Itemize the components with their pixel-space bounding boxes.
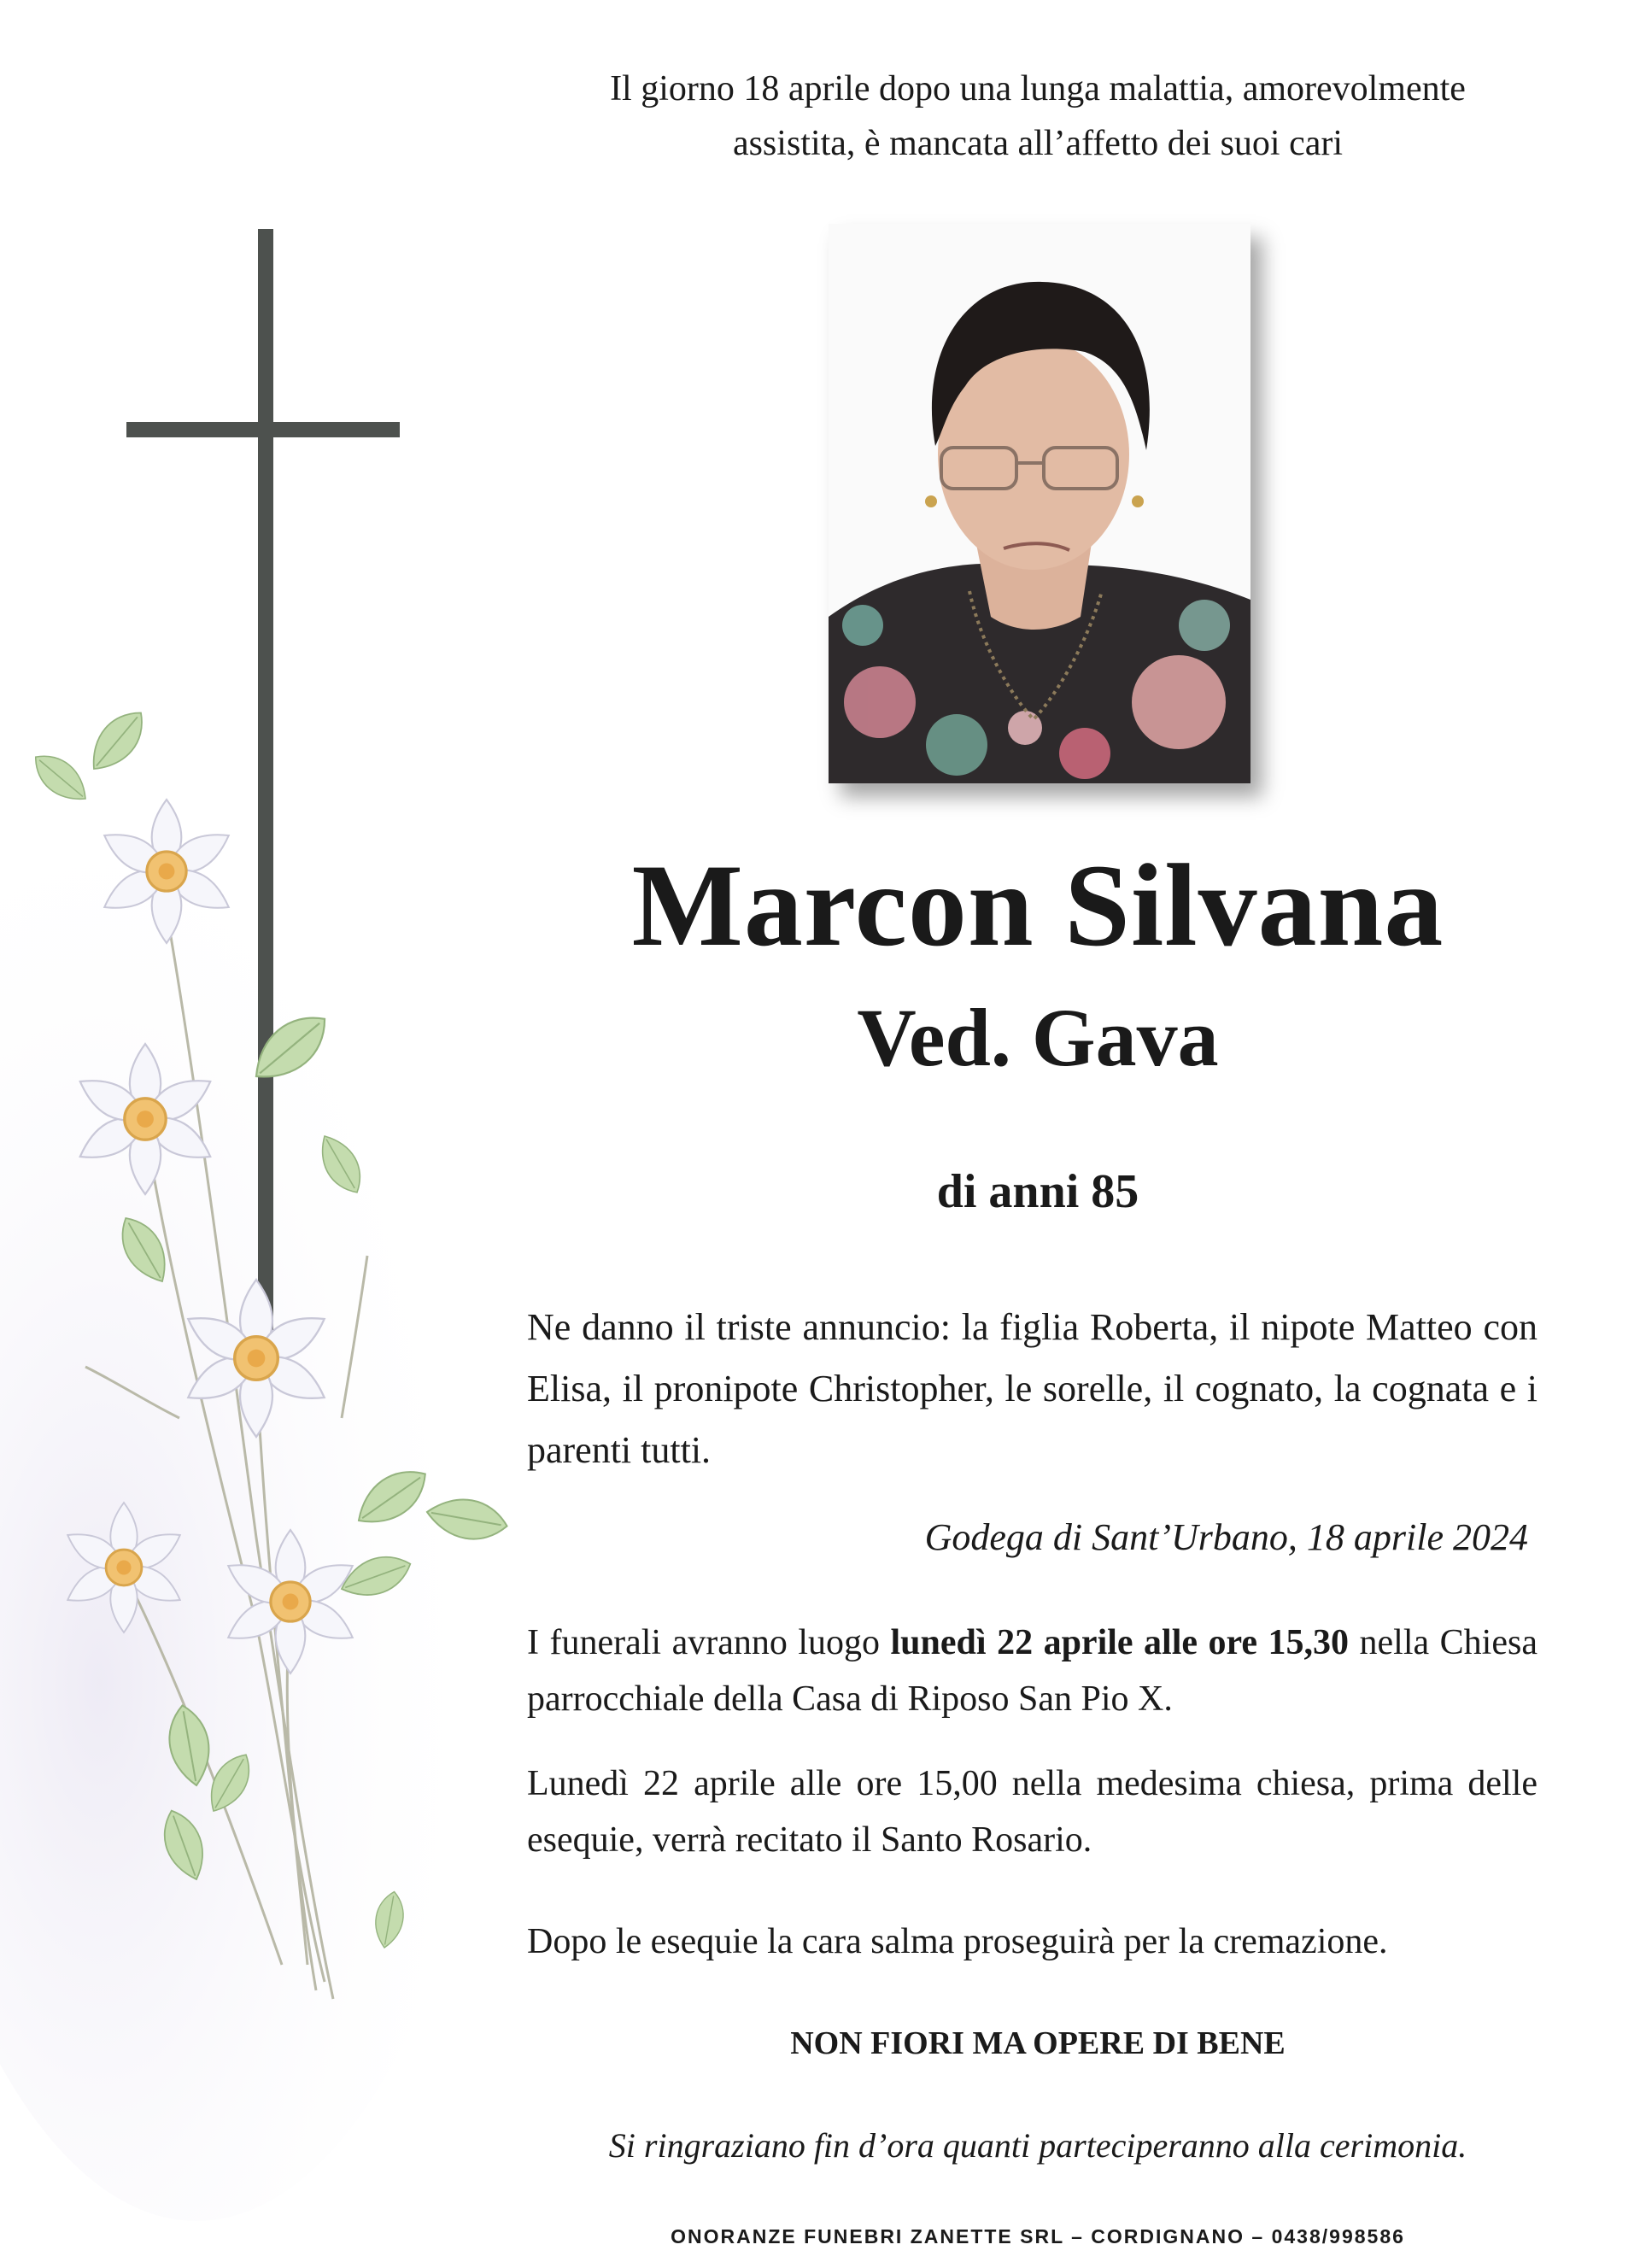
intro-line-1: Il giorno 18 aprile dopo una lunga malattia, amorevolmente: [610, 69, 1466, 108]
cross-horizontal-bar: [126, 422, 400, 437]
cross-flowers-illustration: [0, 0, 564, 2268]
portrait-photo: [829, 224, 1250, 783]
funeral-prefix: I funerali avranno luogo: [527, 1623, 891, 1662]
funeral-paragraph: [527, 1615, 1538, 1727]
cross-vertical-bar: [258, 229, 273, 1374]
rosary-paragraph: Lunedì 22 aprile alle ore 15,00 nella medesima chiesa, prima delle esequie, verrà recitato il Santo Rosario.: [527, 1764, 1538, 1860]
funeral-home-footer: ONORANZE FUNEBRI ZANETTE SRL – CORDIGNANO – 0438/998586: [671, 2225, 1405, 2247]
portrait-image: [829, 224, 1250, 783]
intro-text: [512, 62, 1563, 171]
funeral-date-time: lunedì 22 aprile alle ore 15,30: [890, 1623, 1350, 1662]
intro-line-2: assistita, è mancata all’affetto dei suoi cari: [732, 124, 1344, 163]
thanks-text: Si ringraziano fin d’ora quanti parteciperanno alla cerimonia.: [608, 2126, 1467, 2165]
no-flowers-notice: NON FIORI MA OPERE DI BENE: [790, 2025, 1286, 2061]
deceased-name: Marcon Silvana: [631, 840, 1444, 970]
cremation-paragraph: Dopo le esequie la cara salma proseguirà per la cremazione.: [527, 1922, 1388, 1961]
deceased-age: di anni 85: [936, 1165, 1139, 1218]
funeral-suffix: nella Chiesa parrocchiale della Casa di Riposo San Pio X.: [527, 1623, 1538, 1719]
announcement-paragraph: Ne danno il triste annuncio: la figlia Roberta, il nipote Matteo con Elisa, il pronipote Christopher, le sorelle, il cognato, la cognata e i parenti tutti.: [527, 1306, 1538, 1471]
place-date: Godega di Sant’Urbano, 18 aprile 2024: [924, 1516, 1528, 1558]
widow-of: Ved. Gava: [857, 992, 1219, 1083]
